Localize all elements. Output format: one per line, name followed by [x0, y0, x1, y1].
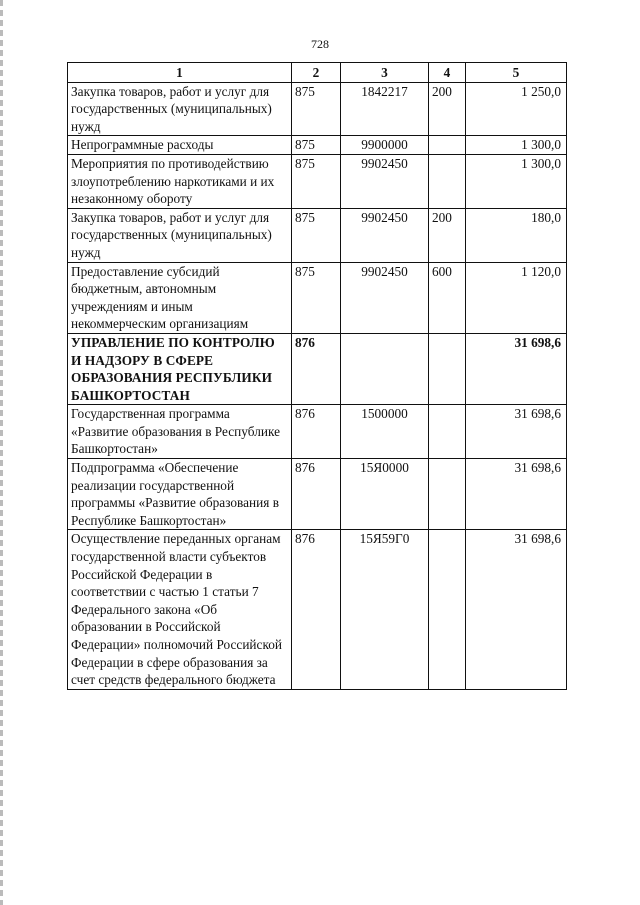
row-name: Осуществление переданных органам государственной власти субъектов Российской Федерации в соответствии с частью 1 статьи 7 Федерального закона «Об образовании в Российской Федерации» полномочий Российской Федерации в сфере образования за счет средств федерального бюджета — [68, 530, 292, 689]
column-header-4: 4 — [429, 63, 466, 83]
row-kind — [429, 154, 466, 208]
budget-table — [67, 62, 567, 690]
table-row-department — [68, 333, 567, 404]
column-header-5: 5 — [466, 63, 567, 83]
row-amount: 1 120,0 — [466, 262, 567, 333]
row-code: 876 — [292, 459, 341, 530]
row-code: 875 — [292, 154, 341, 208]
row-target — [341, 333, 429, 404]
row-code: 875 — [292, 208, 341, 262]
row-target: 1842217 — [341, 82, 429, 136]
row-amount: 1 300,0 — [466, 154, 567, 208]
row-code: 876 — [292, 405, 341, 459]
row-amount: 31 698,6 — [466, 530, 567, 689]
row-amount: 31 698,6 — [466, 333, 567, 404]
row-name: Мероприятия по противодействию злоупотреблению наркотиками и их незаконному обороту — [68, 154, 292, 208]
row-name: Закупка товаров, работ и услуг для государственных (муниципальных) нужд — [68, 82, 292, 136]
table-row — [68, 82, 567, 136]
table-row — [68, 262, 567, 333]
row-name: УПРАВЛЕНИЕ ПО КОНТРОЛЮ И НАДЗОРУ В СФЕРЕ ОБРАЗОВАНИЯ РЕСПУБЛИКИ БАШКОРТОСТАН — [68, 333, 292, 404]
row-target: 9902450 — [341, 154, 429, 208]
row-kind: 200 — [429, 208, 466, 262]
row-code: 876 — [292, 530, 341, 689]
row-kind: 200 — [429, 82, 466, 136]
row-name: Закупка товаров, работ и услуг для государственных (муниципальных) нужд — [68, 208, 292, 262]
row-name: Подпрограмма «Обеспечение реализации государственной программы «Развитие образования в Республике Башкортостан» — [68, 459, 292, 530]
row-amount: 31 698,6 — [466, 405, 567, 459]
row-name: Государственная программа «Развитие образования в Республике Башкортостан» — [68, 405, 292, 459]
table-row — [68, 208, 567, 262]
table-row — [68, 405, 567, 459]
row-kind: 600 — [429, 262, 466, 333]
row-kind — [429, 459, 466, 530]
header-row — [68, 63, 567, 83]
column-header-1: 1 — [68, 63, 292, 83]
scan-edge — [0, 0, 3, 905]
row-kind — [429, 405, 466, 459]
row-code: 876 — [292, 333, 341, 404]
table-row — [68, 154, 567, 208]
page-number: 728 — [311, 37, 329, 51]
column-header-2: 2 — [292, 63, 341, 83]
row-name: Непрограммные расходы — [68, 136, 292, 155]
row-name: Предоставление субсидий бюджетным, автономным учреждениям и иным некоммерческим организациям — [68, 262, 292, 333]
column-header-3: 3 — [341, 63, 429, 83]
row-amount: 1 250,0 — [466, 82, 567, 136]
row-amount: 180,0 — [466, 208, 567, 262]
row-target: 15Я59Г0 — [341, 530, 429, 689]
table-row — [68, 530, 567, 689]
row-amount: 31 698,6 — [466, 459, 567, 530]
row-target: 9902450 — [341, 208, 429, 262]
row-target: 15Я0000 — [341, 459, 429, 530]
row-target: 1500000 — [341, 405, 429, 459]
row-code: 875 — [292, 262, 341, 333]
row-kind — [429, 530, 466, 689]
table-row — [68, 136, 567, 155]
row-target: 9902450 — [341, 262, 429, 333]
row-kind — [429, 333, 466, 404]
row-code: 875 — [292, 82, 341, 136]
table-row — [68, 459, 567, 530]
row-code: 875 — [292, 136, 341, 155]
row-amount: 1 300,0 — [466, 136, 567, 155]
row-target: 9900000 — [341, 136, 429, 155]
row-kind — [429, 136, 466, 155]
